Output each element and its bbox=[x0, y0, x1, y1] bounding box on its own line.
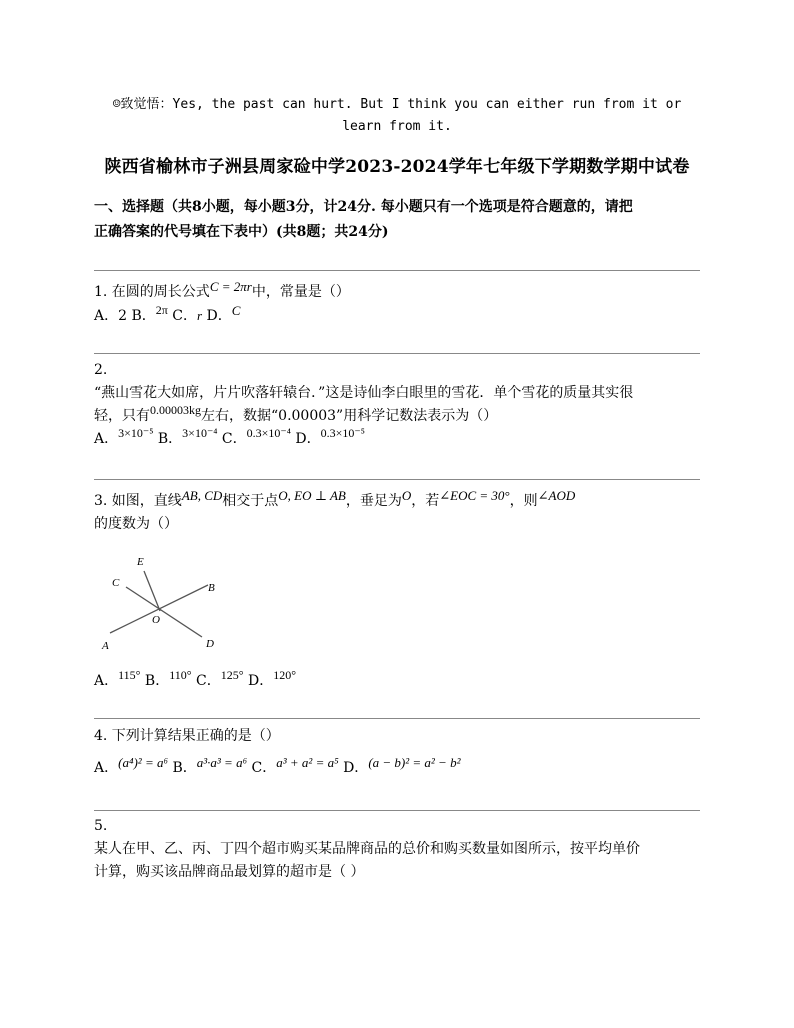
question-1-text: 1. 在圆的周长公式 bbox=[94, 284, 210, 300]
motto-line-1: ☺致觉悟：Yes, the past can hurt. But I think you can either run from it or bbox=[112, 97, 682, 112]
option-label: A．2 B． bbox=[94, 308, 156, 324]
exam-title: 陕西省榆林市子洲县周家硷中学2023-2024学年七年级下学期数学期中试卷 bbox=[104, 157, 690, 177]
option-label: A． bbox=[94, 431, 119, 447]
question-5-text-line-1: 某人在甲、乙、丙、丁四个超市购买某品牌商品的总价和购买数量如图所示，按平均单价 bbox=[94, 841, 640, 857]
question-2-text-tail: 左右，数据“0.00003”用科学记数法表示为（） bbox=[201, 408, 498, 424]
option-c-value: r bbox=[197, 308, 203, 323]
question-3-text: ，垂足为 bbox=[345, 493, 402, 509]
label-d: D bbox=[206, 638, 214, 650]
question-3-text: 相交于点 bbox=[222, 493, 279, 509]
option-c-value: 125° bbox=[220, 668, 244, 682]
question-3-text: 3. 如图，直线 bbox=[94, 493, 182, 509]
option-d-value: C bbox=[231, 303, 241, 318]
divider bbox=[94, 810, 700, 811]
question-1 bbox=[94, 280, 702, 328]
option-label: B． bbox=[140, 673, 170, 689]
question-2-text-line-2 bbox=[94, 405, 702, 428]
option-d-value: 120° bbox=[273, 668, 297, 682]
label-e: E bbox=[137, 556, 144, 568]
option-label: B． bbox=[168, 760, 197, 776]
option-d-value: 0.3×10⁻⁵ bbox=[320, 426, 365, 440]
option-label: C． bbox=[247, 760, 277, 776]
option-d-value: (a − b)² = a² − b² bbox=[368, 755, 461, 770]
question-3 bbox=[94, 489, 702, 536]
lines-ab-cd: AB, CD bbox=[181, 488, 223, 503]
label-c: C bbox=[112, 577, 120, 589]
circumference-formula: C = 2πr bbox=[209, 279, 252, 294]
option-label: D． bbox=[338, 760, 369, 776]
line-cd bbox=[126, 587, 202, 637]
intersecting-lines-diagram bbox=[100, 553, 230, 653]
question-3-text: ，则 bbox=[509, 493, 538, 509]
option-b-value: 3×10⁻⁴ bbox=[182, 426, 218, 440]
label-a: A bbox=[102, 640, 109, 652]
option-label: C． bbox=[217, 431, 247, 447]
question-3-text: ，若 bbox=[411, 493, 440, 509]
question-4-options bbox=[94, 756, 702, 780]
motto-quote bbox=[90, 94, 704, 138]
option-label: C． bbox=[191, 673, 221, 689]
question-2-number: 2. bbox=[94, 362, 108, 378]
option-c-value: a³ + a² = a⁵ bbox=[276, 755, 339, 770]
angle-eoc: ∠EOC = 30° bbox=[439, 488, 510, 503]
question-4 bbox=[94, 725, 702, 780]
question-3-text-line-2: 的度数为（） bbox=[94, 516, 178, 532]
divider bbox=[94, 479, 700, 480]
question-1-options bbox=[94, 304, 702, 328]
section-heading bbox=[94, 195, 702, 245]
question-5-number: 5. bbox=[94, 818, 108, 834]
angle-aod: ∠AOD bbox=[537, 488, 576, 503]
option-c-value: 0.3×10⁻⁴ bbox=[246, 426, 291, 440]
question-2-text: 轻，只有 bbox=[94, 408, 150, 424]
question-5-text-line-2: 计算，购买该品牌商品最划算的超市是（ ） bbox=[94, 864, 365, 880]
question-1-text-tail: 中，常量是（） bbox=[251, 284, 350, 300]
motto-line-2: learn from it. bbox=[342, 119, 452, 134]
option-a-value: (a⁴)² = a⁶ bbox=[118, 755, 168, 770]
option-label: D． bbox=[290, 431, 321, 447]
question-5 bbox=[94, 815, 702, 884]
ray-eo bbox=[144, 571, 160, 611]
perpendicular-condition: O, EO ⊥ AB bbox=[278, 488, 346, 503]
question-4-stem: 4. 下列计算结果正确的是（） bbox=[94, 728, 280, 744]
question-3-options bbox=[94, 670, 702, 693]
option-label: A． bbox=[94, 760, 119, 776]
option-label: C． bbox=[167, 308, 197, 324]
option-label: A． bbox=[94, 673, 119, 689]
option-b-value: a³·a³ = a⁶ bbox=[196, 755, 248, 770]
divider bbox=[94, 270, 700, 271]
option-b-value: 110° bbox=[169, 668, 192, 682]
divider bbox=[94, 718, 700, 719]
option-a-value: 3×10⁻⁵ bbox=[118, 426, 154, 440]
label-o: O bbox=[152, 614, 160, 626]
question-2-text-line-1: “燕山雪花大如席，片片吹落轩辕台．”这是诗仙李白眼里的雪花．单个雪花的质量其实很 bbox=[94, 385, 634, 401]
question-2 bbox=[94, 359, 702, 451]
section-heading-line-2: 正确答案的代号填在下表中）(共8题；共24分) bbox=[94, 224, 389, 240]
question-3-text-line-1 bbox=[94, 489, 702, 513]
option-b-value: 2π bbox=[155, 303, 168, 317]
question-2-options bbox=[94, 428, 702, 451]
option-label: D． bbox=[243, 673, 274, 689]
divider bbox=[94, 353, 700, 354]
question-1-stem bbox=[94, 280, 702, 304]
option-label: D． bbox=[202, 308, 232, 324]
foot-point: O bbox=[401, 488, 412, 503]
option-a-value: 115° bbox=[118, 668, 141, 682]
section-heading-line-1: 一、选择题（共8小题，每小题3分，计24分. 每小题只有一个选项是符合题意的，请把 bbox=[94, 199, 633, 215]
option-label: B． bbox=[153, 431, 183, 447]
snowflake-mass: 0.00003kg bbox=[150, 403, 201, 417]
label-b: B bbox=[208, 582, 215, 594]
